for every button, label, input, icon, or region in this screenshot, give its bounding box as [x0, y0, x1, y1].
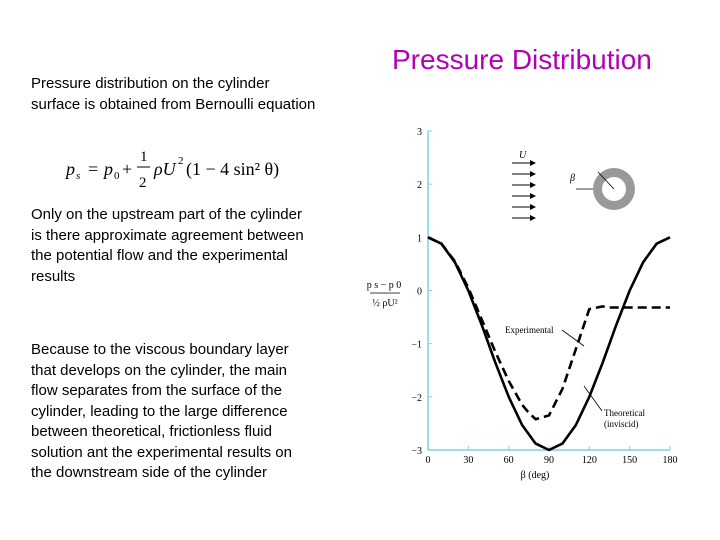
eq-rho-u: ρU: [154, 159, 176, 179]
eq-bracket: (1 − 4 sin² θ): [186, 159, 280, 179]
eq-ps-sub: s: [76, 170, 81, 182]
y-axis-label-num: p s − p 0: [366, 280, 402, 291]
x-tick-label: 150: [622, 455, 638, 466]
y-tick-label: 0: [417, 286, 422, 298]
x-tick-label: 60: [503, 455, 514, 466]
chart-labels: [367, 280, 646, 481]
y-axis-label-den: ½ ρU²: [372, 298, 398, 309]
annotation-theoretical: Theoretical: [604, 408, 645, 418]
flow-u-label: U: [519, 150, 527, 161]
intro-paragraph: Pressure distribution on the cylinder surface is obtained from Bernoulli equation: [31, 75, 316, 113]
flow-arrow-head: [530, 193, 536, 199]
annotation-experimental: Experimental: [505, 325, 554, 335]
flow-arrow-head: [530, 215, 536, 221]
y-tick-label: −1: [411, 339, 422, 351]
eq-plus: +: [122, 159, 133, 179]
x-tick-label: 0: [425, 455, 431, 466]
flow-arrow-head: [530, 182, 536, 188]
eq-frac-den: 2: [139, 175, 147, 191]
flow-arrow-head: [530, 171, 536, 177]
eq-exp: 2: [178, 155, 184, 167]
y-tick-label: 1: [417, 233, 422, 245]
y-tick-label: −3: [411, 446, 422, 457]
bernoulli-equation: [62, 142, 302, 194]
y-tick-label: −2: [411, 392, 422, 404]
x-tick-label: 30: [463, 455, 474, 466]
eq-ps: p: [66, 159, 75, 179]
x-tick-label: 90: [544, 455, 554, 466]
pressure-chart: [364, 120, 680, 486]
eq-equals: =: [88, 159, 99, 179]
y-tick-label: 3: [417, 127, 422, 138]
annotation-inviscid: (inviscid): [604, 419, 639, 429]
eq-frac-num: 1: [140, 149, 148, 165]
x-tick-label: 120: [581, 455, 597, 466]
x-axis-label: β (deg): [520, 470, 550, 481]
flow-inset: [512, 150, 635, 221]
agreement-paragraph: Only on the upstream part of the cylinder is there approximate agreement between the potential flow and the experimental results: [31, 206, 304, 285]
beta-label: β: [570, 173, 575, 184]
flow-arrow-head: [530, 160, 536, 166]
y-tick-label: 2: [417, 180, 422, 192]
flow-arrow-head: [530, 204, 536, 210]
eq-p0: p: [104, 159, 113, 179]
separation-paragraph: Because to the viscous boundary layer that develops on the cylinder, the main flow separates from the surface of the cylinder, leading to the large difference between theoretical, frictionless fluid solution ant the experimental results on the downstream side of the cylinder: [31, 341, 292, 481]
slide-title: Pressure Distribution: [392, 44, 652, 75]
eq-p0-sub: 0: [114, 170, 120, 182]
x-tick-label: 180: [662, 455, 678, 466]
